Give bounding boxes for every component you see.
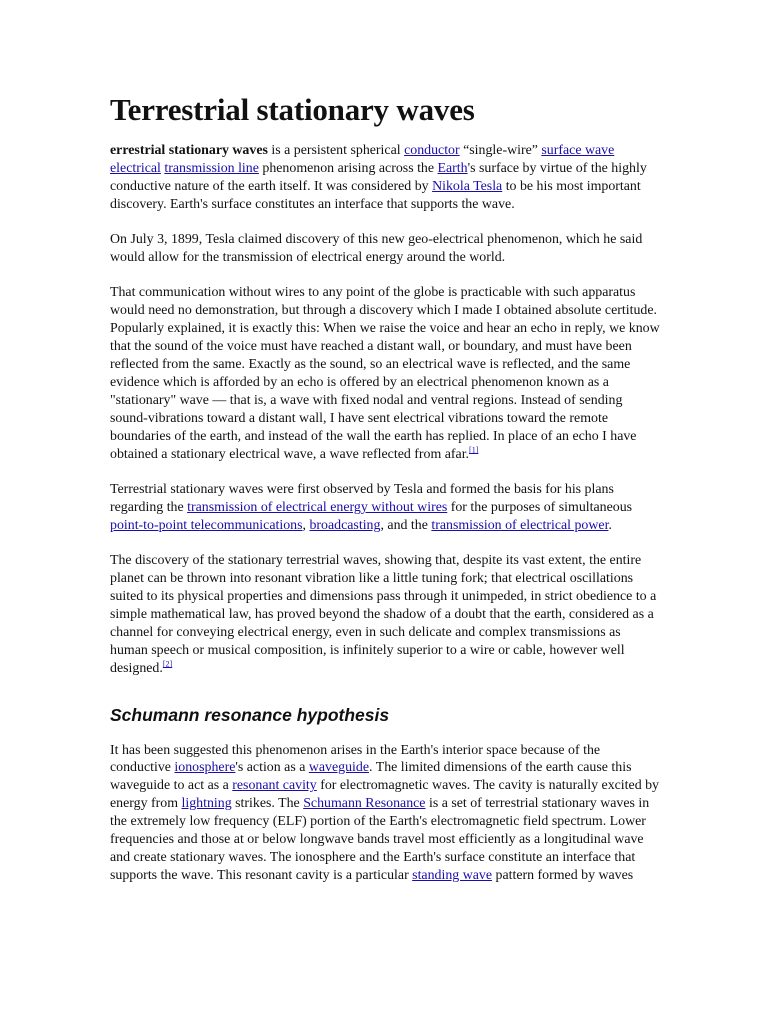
link-resonant-cavity[interactable]: resonant cavity xyxy=(232,778,317,794)
schumann-text: . The limited dimensions of the earth cause this waveguide to act as a xyxy=(110,760,632,794)
observation-text: for the purposes of simultaneous xyxy=(447,499,633,515)
schumann-text: pattern formed by waves xyxy=(492,867,634,883)
discovery-paragraph: On July 3, 1899, Tesla claimed discovery of this new geo-electrical phenomenon, which he said would allow for the transmission of electrical energy around the world. xyxy=(110,232,643,266)
reference-1 xyxy=(469,445,478,454)
article xyxy=(110,92,660,902)
intro-text: 's surface by virtue of the highly conductive nature of the earth itself. It was considered by xyxy=(110,160,647,194)
link-standing-wave[interactable]: standing wave xyxy=(412,867,493,883)
intro-text: to be his most important discovery. Earth's surface constitutes an interface that supports the wave. xyxy=(110,178,641,212)
reference-link-1[interactable]: [1] xyxy=(469,444,479,454)
link-power-transmission[interactable]: transmission of electrical power xyxy=(431,517,609,533)
reference-link-2[interactable]: [2] xyxy=(162,659,173,669)
link-conductor[interactable]: conductor xyxy=(404,143,460,158)
link-nikola-tesla[interactable]: Nikola Tesla xyxy=(432,178,503,194)
link-broadcasting[interactable]: broadcasting xyxy=(309,517,381,533)
stationary-waves-text: The discovery of the stationary terrestrial waves, showing that, despite its vast extent, the entire planet can be thrown into resonant vibration like a little tuning fork; that electrical oscillations suited to its physical properties and dimensions pass through it unimpeded, in strict obedience to a simple mathematical law, has proved beyond the shadow of a doubt that the earth, considered as a channel for conveying electrical energy, even in such delicate and complex transmissions as human speech or musical composition, is infinitely superior to a wire or cable, however well designed. xyxy=(110,553,657,676)
observation-text: . xyxy=(608,517,612,533)
section-heading: Schumann resonance hypothesis xyxy=(110,704,390,725)
reference-2 xyxy=(163,659,172,668)
link-surface-wave[interactable]: surface wave xyxy=(541,143,615,158)
link-point-to-point[interactable]: point-to-point telecommunications xyxy=(110,517,303,533)
link-waveguide[interactable]: waveguide xyxy=(308,760,370,776)
observation-text: , xyxy=(302,517,310,533)
page-title: Terrestrial stationary waves xyxy=(110,92,475,127)
link-lightning[interactable]: lightning xyxy=(181,796,232,812)
schumann-text: 's action as a xyxy=(235,760,309,776)
schumann-text: for electromagnetic waves. The cavity is naturally excited by energy from xyxy=(110,778,659,812)
quote-text: That communication without wires to any point of the globe is practicable with such apparatus would need no demonstration, but through a discovery which I made I obtained absolute certitude. Popularly explained, it is exactly this: When we raise the voice and hear an echo in reply, we know that the sound of the voice must have reached a distant wall, or boundary, and must have been reflected from the same. Exactly as the sound, so an electrical wave is reflected, and the same evidence which is afforded by an echo is offered by an electrical phenomenon known as a "stationary" wave — that is, a wave with fixed nodal and ventral regions. Instead of sending sound-vibrations toward a distant wall, I have sent electrical vibrations toward the remote boundaries of the earth, and instead of the wall the earth has replied. In place of an echo I have obtained a stationary electrical wave, a wave reflected from afar. xyxy=(110,285,660,462)
tesla-quote-paragraph xyxy=(110,284,660,463)
schumann-paragraph xyxy=(110,742,660,885)
intro-text: is a persistent spherical xyxy=(267,143,405,158)
schumann-text: strikes. The xyxy=(231,796,304,812)
intro-paragraph xyxy=(110,142,660,214)
link-transmission-line[interactable]: transmission line xyxy=(164,160,259,176)
link-earth[interactable]: Earth xyxy=(437,160,468,176)
observation-paragraph xyxy=(110,481,660,535)
stationary-waves-paragraph xyxy=(110,552,660,677)
intro-bold-term: errestrial stationary waves xyxy=(110,143,268,158)
link-electrical[interactable]: electrical xyxy=(110,160,161,176)
observation-text: Terrestrial stationary waves were first observed by Tesla and formed the basis for his plans regarding the xyxy=(110,482,614,515)
link-schumann-resonance[interactable]: Schumann Resonance xyxy=(303,796,426,812)
link-wireless-power[interactable]: transmission of electrical energy without wires xyxy=(187,499,448,515)
schumann-text: It has been suggested this phenomenon arises in the Earth's interior space because of the conductive xyxy=(110,742,601,776)
intro-text: phenomenon arising across the xyxy=(258,160,438,176)
observation-text: , and the xyxy=(380,517,432,533)
schumann-text: is a set of terrestrial stationary waves in the extremely low frequency (ELF) portion of the Earth's electromagnetic field spectrum. Lower frequencies and those at or below longwave bands travel most efficiently as a longitudinal wave and create stationary waves. The ionosphere and the Earth's surface constitute an interface that supports the wave. This resonant cavity is a particular xyxy=(110,796,650,883)
link-ionosphere[interactable]: ionosphere xyxy=(174,760,236,776)
intro-text: “single-wire” xyxy=(459,143,542,158)
